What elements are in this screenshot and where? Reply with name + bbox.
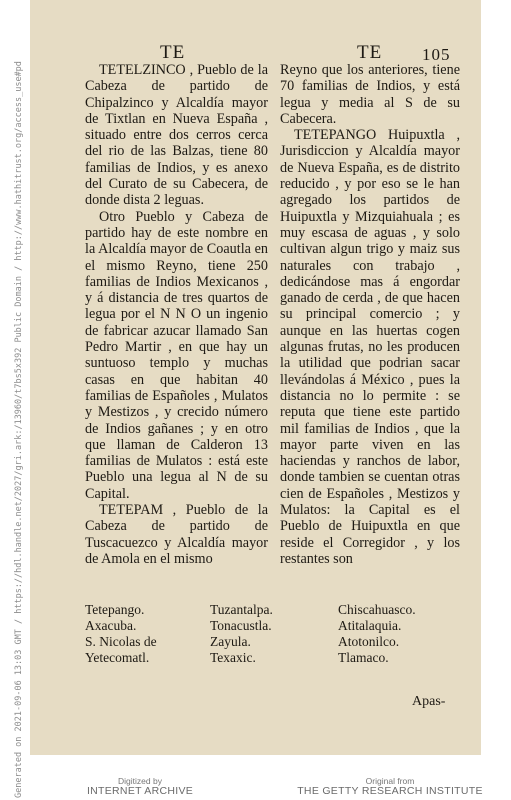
catchword: Apas- <box>412 694 446 709</box>
places-column-1 <box>85 602 210 666</box>
footer-digitized-label: Digitized by <box>118 776 162 786</box>
entry-tetepam-cont: Reyno que los anteriores, tiene 70 familias de Indios, y está legua y media al S de su Cabecera. <box>280 62 460 127</box>
entry-tetepango: TETEPANGO Huipuxtla , Jurisdiccion y Alcaldía mayor de Nueva España, es de distrito reducido , y por eso se le han agregado los partidos de Huipuxtla y Mizquiahuala ; es muy escasa de aguas , y solo cultivan algun trigo y maiz sus naturales con trabajo , dedicándose mas á engordar ganado de cerda , de que hacen su principal comercio ; y aunque en las huertas cogen algunas frutas, no les producen la utilidad que podrian sacar llevándolas á México , pues la distancia no lo permite : se reputa que tiene este partido mil familias de Indios , que la mayor parte viven en las haciendas y ranchos de labor, donde tambien se cuentan otras cien de Españoles , Mestizos y Mulatos: la Capital es el Pueblo de Huipuxtla en que reside el Corregidor , y los restantes son <box>280 127 460 567</box>
place-name: Chiscahuasco. <box>338 602 416 617</box>
place-name: Texaxic. <box>210 650 256 665</box>
entry-tetelzinco-other: Otro Pueblo y Cabeza de partido hay de este nombre en la Alcaldía mayor de Coautla en el mismo Reyno, tiene 250 familias de Indios Mexicanos , y á distancia de tres quartos de legua por el N N O un ingenio de fabricar azucar llamado San Pedro Martir , en que hay un suntuoso templo y muchas casas en que habitan 40 familias de Españoles , Mulatos y Mestizos , y crecido número de Indios gañanes ; y en otro que llaman de Calderon 13 familias de Mulatos : está este Pueblo una legua al N de su Capital. <box>85 208 268 502</box>
places-column-3 <box>338 602 416 666</box>
hathitrust-sidebar <box>0 0 22 800</box>
place-name: Axacuba. <box>85 618 137 633</box>
place-name: Atitalaquia. <box>338 618 402 633</box>
entry-tetelzinco: TETELZINCO , Pueblo de la Cabeza de partido de Chipalzinco y Alcaldía mayor de Tixtlan en Nueva España , situado entre dos cerros cerca del rio de las Balzas, tiene 80 familias de Indios, y es anexo del Curato de su Cabecera, de donde dista 2 leguas. <box>85 62 268 209</box>
place-name: Tuzantalpa. <box>210 602 273 617</box>
running-head-left: TE <box>160 42 186 63</box>
footer-original <box>290 776 490 796</box>
place-name: Tetepango. <box>85 602 145 617</box>
places-column-2 <box>210 602 273 666</box>
entry-tetepam: TETEPAM , Pueblo de la Cabeza de partido de Tuscacuezco y Alcaldía mayor de Amola en el mismo <box>85 502 268 567</box>
place-name: S. Nicolas de Yetecomatl. <box>85 634 157 665</box>
page-number: 105 <box>422 45 451 64</box>
right-column <box>280 62 460 567</box>
footer-digitized <box>60 776 220 796</box>
internet-archive-logo-text: INTERNET ARCHIVE <box>86 785 194 797</box>
footer-original-label: Original from <box>365 776 415 786</box>
place-name: Tonacustla. <box>210 618 272 633</box>
left-column <box>85 62 268 567</box>
place-name: Atotonilco. <box>338 634 400 649</box>
generation-notice: Generated on 2021-09-06 13:03 GMT / https://hdl.handle.net/2027/gri.ark:/13960/t7bs5x392 Public Domain / http://www.hathitrust.org/access_use#pd <box>14 61 24 798</box>
getty-logo-text: THE GETTY RESEARCH INSTITUTE <box>297 785 483 797</box>
place-name: Tlamaco. <box>338 650 389 665</box>
running-head-right: TE <box>357 42 383 63</box>
place-name: Zayula. <box>210 634 251 649</box>
